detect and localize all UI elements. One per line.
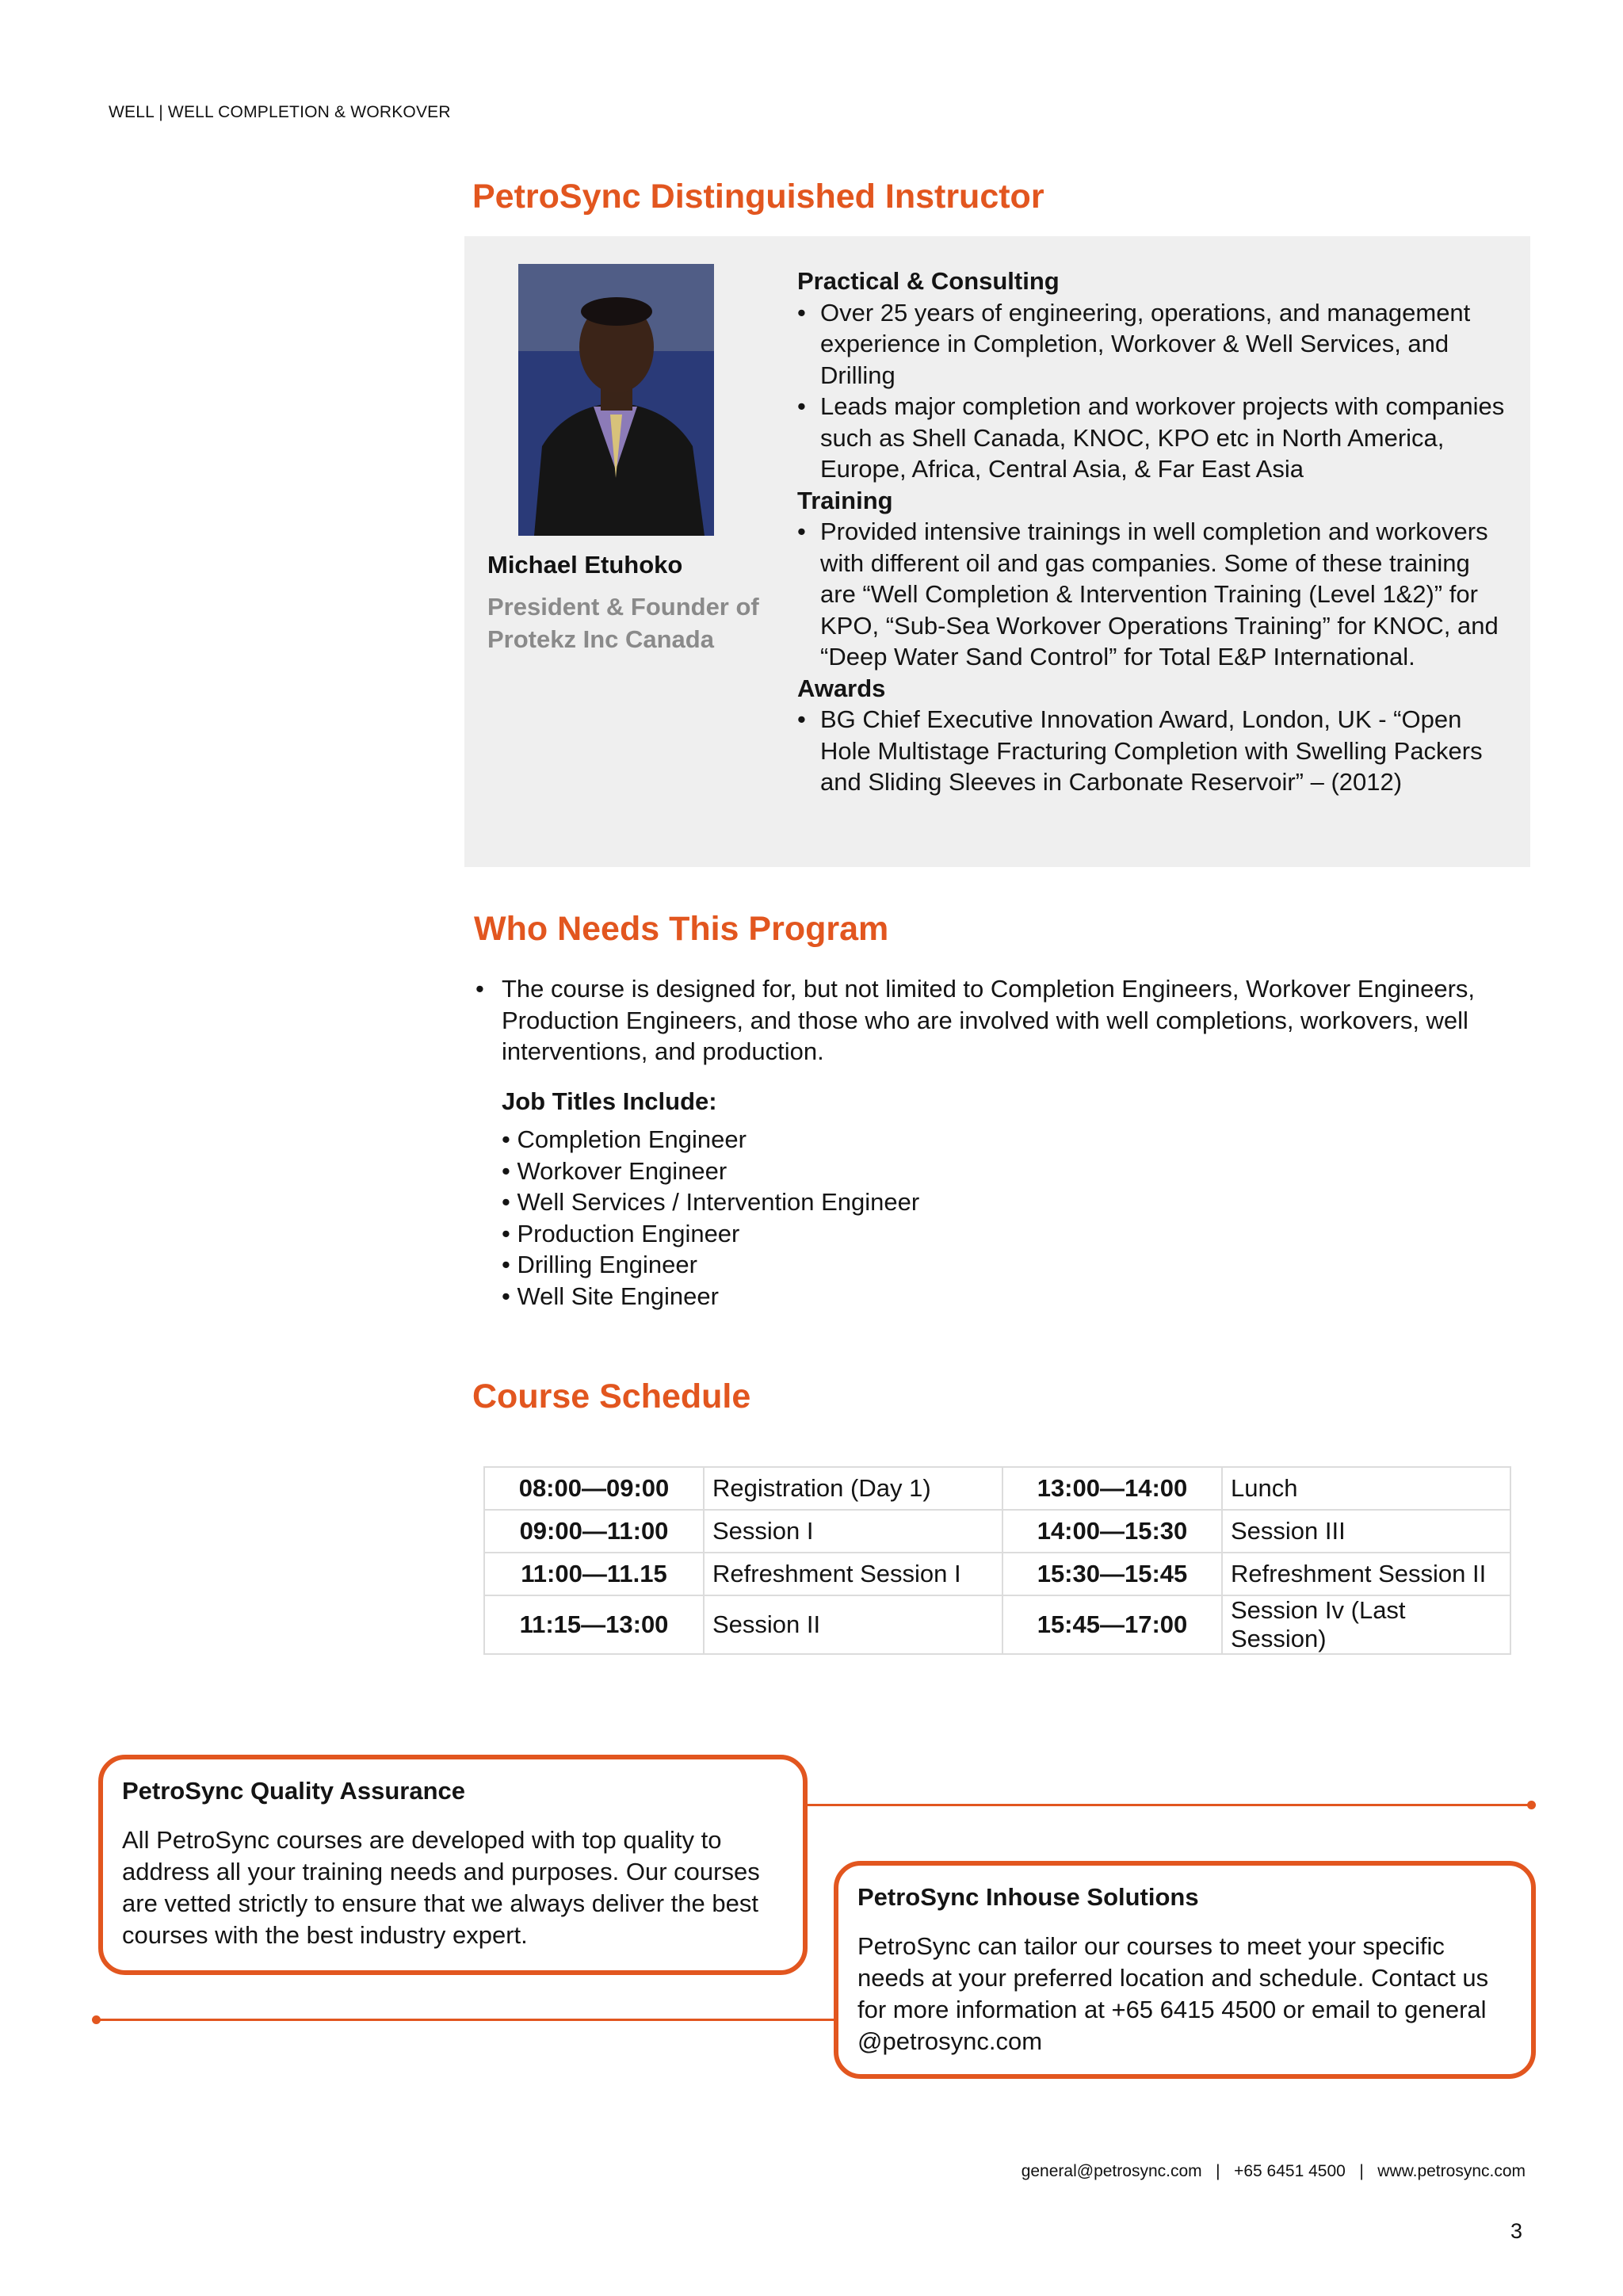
schedule-time: 08:00—09:00	[484, 1467, 704, 1510]
schedule-time: 14:00—15:30	[1002, 1510, 1222, 1553]
schedule-time: 11:15—13:00	[484, 1595, 704, 1654]
connector-dot-right	[1527, 1801, 1536, 1809]
awards-item: • BG Chief Executive Innovation Award, London, UK - “Open Hole Multistage Fracturing Completion with Swelling Packers and Sliding Sleeves in Carbonate Reservoir” – (2012)	[820, 704, 1510, 798]
schedule-session: Session Iv (Last Session)	[1222, 1595, 1510, 1654]
schedule-time: 13:00—14:00	[1002, 1467, 1222, 1510]
instructor-section-title: PetroSync Distinguished Instructor	[472, 178, 1044, 216]
inhouse-body: PetroSync can tailor our courses to meet your specific needs at your preferred location and schedule. Contact us for more information at +65 6415 4500 or email to general @petrosync.com	[857, 1932, 1489, 2055]
practical-item: • Over 25 years of engineering, operations, and management experience in Completion, Workover & Well Services, and Drilling	[820, 297, 1510, 392]
job-title-item: • Completion Engineer	[502, 1124, 919, 1156]
practical-heading: Practical & Consulting	[797, 267, 1060, 295]
awards-list	[797, 704, 1510, 798]
instructor-role-line2: Protekz Inc Canada	[487, 625, 714, 653]
job-title-item: • Production Engineer	[502, 1218, 919, 1250]
schedule-time: 15:45—17:00	[1002, 1595, 1222, 1654]
schedule-time: 15:30—15:45	[1002, 1553, 1222, 1595]
instructor-role	[487, 590, 773, 655]
training-item: • Provided intensive trainings in well completion and workovers with different oil and gas companies. Some of these training are “Well Completion & Intervention Training (Level 1&2)” for KPO, “Sub-Sea Workover Operations Training” for KNOC, and “Deep Water Sand Control” for Total E&P International.	[820, 516, 1510, 673]
job-title-item: • Drilling Engineer	[502, 1249, 919, 1281]
footer-contact: general@petrosync.com | +65 6451 4500 | www.petrosync.com	[1021, 2162, 1526, 2180]
who-section-title: Who Needs This Program	[474, 910, 889, 948]
schedule-session: Session I	[704, 1510, 1002, 1553]
practical-item: • Leads major completion and workover projects with companies such as Shell Canada, KNOC, KPO etc in North America, Europe, Africa, Central Asia, & Far East Asia	[820, 391, 1510, 485]
schedule-session: Registration (Day 1)	[704, 1467, 1002, 1510]
page-number: 3	[1510, 2219, 1523, 2243]
connector-line-top	[808, 1804, 1531, 1806]
practical-list	[797, 297, 1510, 485]
bullet-glyph: •	[475, 975, 484, 1003]
quality-body: All PetroSync courses are developed with top quality to address all your training needs and purposes. Our courses are vetted strictly to ensure that we always deliver the best courses with the best industry expert.	[122, 1826, 760, 1949]
instructor-portrait-image	[518, 264, 714, 536]
table-row	[484, 1467, 1510, 1510]
document-header-tag: WELL | WELL COMPLETION & WORKOVER	[109, 103, 451, 121]
schedule-session: Session III	[1222, 1510, 1510, 1553]
awards-heading: Awards	[797, 674, 886, 702]
schedule-session: Refreshment Session I	[704, 1553, 1002, 1595]
instructor-photo	[518, 264, 714, 536]
schedule-section-title: Course Schedule	[472, 1377, 751, 1415]
training-heading: Training	[797, 486, 893, 514]
schedule-session: Lunch	[1222, 1467, 1510, 1510]
schedule-time: 11:00—11.15	[484, 1553, 704, 1595]
table-row	[484, 1595, 1510, 1654]
schedule-table	[483, 1466, 1511, 1655]
job-title-item: • Well Site Engineer	[502, 1281, 919, 1312]
inhouse-title: PetroSync Inhouse Solutions	[857, 1883, 1199, 1911]
who-description	[475, 973, 1506, 1068]
instructor-name: Michael Etuhoko	[487, 551, 683, 579]
training-list	[797, 516, 1510, 673]
instructor-bio	[797, 266, 1510, 798]
schedule-session: Session II	[704, 1595, 1002, 1654]
quality-assurance-box	[98, 1755, 808, 1975]
connector-line-bottom	[96, 2019, 834, 2021]
jobs-heading: Job Titles Include:	[502, 1087, 717, 1115]
jobs-list	[502, 1124, 919, 1312]
schedule-time: 09:00—11:00	[484, 1510, 704, 1553]
table-row	[484, 1553, 1510, 1595]
job-title-item: • Well Services / Intervention Engineer	[502, 1186, 919, 1218]
schedule-session: Refreshment Session II	[1222, 1553, 1510, 1595]
inhouse-solutions-box	[834, 1861, 1536, 2079]
table-row	[484, 1510, 1510, 1553]
quality-title: PetroSync Quality Assurance	[122, 1777, 466, 1805]
instructor-role-line1: President & Founder of	[487, 593, 759, 621]
connector-dot-left	[92, 2015, 101, 2024]
who-description-text: The course is designed for, but not limited to Completion Engineers, Workover Engineers, Production Engineers, and those who are involved with well completions, workovers, well interventions, and production.	[502, 975, 1476, 1065]
job-title-item: • Workover Engineer	[502, 1156, 919, 1187]
